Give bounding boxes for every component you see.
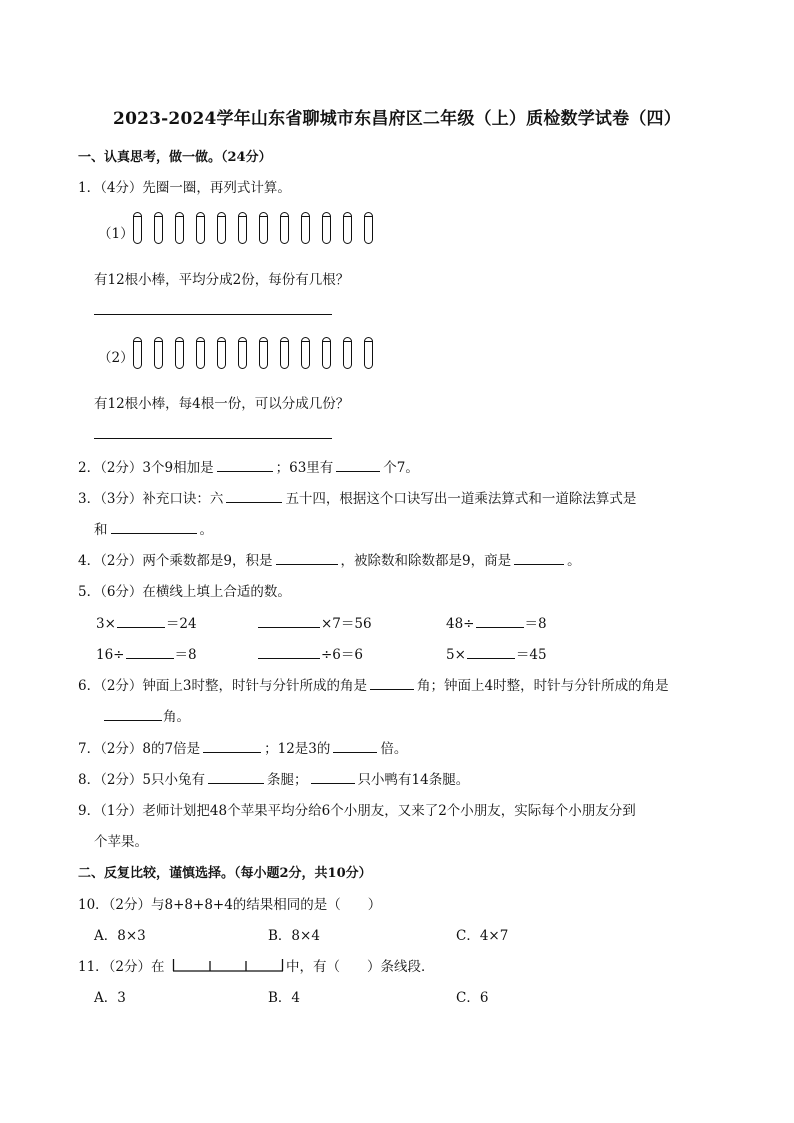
question-6-text-c: 角。 xyxy=(163,709,190,725)
stick-icon xyxy=(343,212,352,244)
stick-icon xyxy=(301,212,310,244)
q5-item-6-a: 5× xyxy=(446,647,466,663)
blank[interactable] xyxy=(203,738,261,753)
question-10-stem: 10．（2分）与8+8+8+4的结果相同的是（ ） xyxy=(78,897,382,913)
blank[interactable] xyxy=(258,644,320,659)
stick-icon xyxy=(154,212,163,244)
question-6-line-1 xyxy=(78,674,669,694)
question-10-option-a[interactable]: A．8×3 xyxy=(94,928,146,944)
q5-item-6-b: ＝45 xyxy=(515,647,547,663)
question-9-line-2: 个苹果。 xyxy=(94,834,148,850)
answer-line[interactable] xyxy=(94,438,332,439)
q5-item-6 xyxy=(446,643,547,663)
blank[interactable] xyxy=(336,457,380,472)
q5-item-5-b: ÷6＝6 xyxy=(321,647,363,663)
q5-item-1 xyxy=(96,612,197,632)
stick-icon xyxy=(238,212,247,244)
question-4-text-b: ，被除数和除数都是9，商是 xyxy=(340,553,512,569)
question-11-option-c[interactable]: C．6 xyxy=(456,990,489,1006)
blank[interactable] xyxy=(111,519,197,534)
q5-item-2-b: ×7＝56 xyxy=(321,616,372,632)
question-11-text-a: 11．（2分）在 xyxy=(78,959,165,975)
question-4-text-a: 4．（2分）两个乘数都是9，积是 xyxy=(78,553,273,569)
blank[interactable] xyxy=(208,769,264,784)
blank[interactable] xyxy=(311,769,355,784)
q5-item-1-b: ＝24 xyxy=(165,616,197,632)
blank[interactable] xyxy=(370,675,414,690)
question-1-part-1-text: 有12根小棒，平均分成2份，每份有几根？ xyxy=(94,272,350,288)
question-7 xyxy=(78,737,407,757)
stick-group-1 xyxy=(133,212,373,244)
q5-item-3-a: 48÷ xyxy=(446,616,475,632)
question-4 xyxy=(78,549,581,569)
question-2 xyxy=(78,456,419,476)
section-1-heading: 一、认真思考，做一做。（24分） xyxy=(78,150,272,165)
q5-item-3 xyxy=(446,612,547,632)
stick-icon xyxy=(322,337,331,369)
answer-line[interactable] xyxy=(94,314,332,315)
stick-icon xyxy=(280,212,289,244)
question-2-text-b: ；63里有 xyxy=(275,460,334,476)
question-3-text-a: 3．（3分）补充口诀：六 xyxy=(78,491,224,507)
question-3-text-d: 。 xyxy=(199,522,213,538)
q5-item-4 xyxy=(96,643,197,663)
question-1-part-2-label: （2） xyxy=(98,350,134,366)
question-6-text-a: 6．（2分）钟面上3时整，时针与分针所成的角是 xyxy=(78,678,368,694)
question-6-text-b: 角；钟面上4时整，时针与分针所成的角是 xyxy=(417,678,669,694)
stick-icon xyxy=(196,212,205,244)
question-11-text-b: 中，有（ ）条线段． xyxy=(286,959,435,975)
question-7-text-c: 倍。 xyxy=(380,741,408,757)
stick-icon xyxy=(133,337,142,369)
question-8 xyxy=(78,768,469,788)
stick-icon xyxy=(133,212,142,244)
blank[interactable] xyxy=(514,550,564,565)
question-6-line-2 xyxy=(104,705,190,725)
question-10-option-b[interactable]: B．8×4 xyxy=(268,928,320,944)
question-8-text-b: 条腿； xyxy=(267,772,308,788)
stick-icon xyxy=(217,212,226,244)
question-2-text-a: 2．（2分）3个9相加是 xyxy=(78,460,214,476)
question-4-text-c: 。 xyxy=(567,553,581,569)
question-3-text-b: 五十四，根据这个口诀写出一道乘法算式和一道除法算式是 xyxy=(285,491,637,507)
stick-icon xyxy=(364,212,373,244)
blank[interactable] xyxy=(476,613,524,628)
question-3-line-2 xyxy=(94,518,213,538)
blank[interactable] xyxy=(117,613,165,628)
blank[interactable] xyxy=(467,644,515,659)
question-8-text-a: 8．（2分）5只小兔有 xyxy=(78,772,206,788)
line-segment-figure xyxy=(172,956,284,974)
page-title: 2023-2024学年山东省聊城市东昌府区二年级（上）质检数学试卷（四） xyxy=(113,109,681,129)
stick-icon xyxy=(364,337,373,369)
stick-icon xyxy=(301,337,310,369)
question-1-part-1-label: （1） xyxy=(98,226,134,242)
blank[interactable] xyxy=(126,644,174,659)
question-7-text-b: ；12是3的 xyxy=(264,741,331,757)
blank[interactable] xyxy=(258,613,320,628)
section-2-heading: 二、反复比较，谨慎选择。（每小题2分，共10分） xyxy=(78,866,372,881)
q5-item-4-b: ＝8 xyxy=(174,647,197,663)
blank[interactable] xyxy=(276,550,338,565)
blank[interactable] xyxy=(104,706,162,721)
stick-icon xyxy=(343,337,352,369)
question-2-text-c: 个7。 xyxy=(383,460,419,476)
blank[interactable] xyxy=(217,457,273,472)
q5-item-5 xyxy=(258,643,363,663)
stick-icon xyxy=(238,337,247,369)
question-3-text-c: 和 xyxy=(94,522,108,538)
stick-icon xyxy=(280,337,289,369)
blank[interactable] xyxy=(333,738,377,753)
stick-icon xyxy=(196,337,205,369)
stick-icon xyxy=(259,337,268,369)
stick-group-2 xyxy=(133,337,373,369)
q5-item-4-a: 16÷ xyxy=(96,647,125,663)
blank[interactable] xyxy=(226,488,282,503)
question-5-stem: 5．（6分）在横线上填上合适的数。 xyxy=(78,584,291,600)
question-1-stem: 1．（4分）先圈一圈，再列式计算。 xyxy=(78,180,291,196)
stick-icon xyxy=(154,337,163,369)
question-7-text-a: 7．（2分）8的7倍是 xyxy=(78,741,201,757)
question-11-option-b[interactable]: B．4 xyxy=(268,990,301,1006)
q5-item-1-a: 3× xyxy=(96,616,116,632)
q5-item-2 xyxy=(258,612,372,632)
q5-item-3-b: ＝8 xyxy=(524,616,547,632)
question-8-text-c: 只小鸭有14条腿。 xyxy=(357,772,470,788)
stick-icon xyxy=(217,337,226,369)
question-1-part-2-text: 有12根小棒，每4根一份，可以分成几份？ xyxy=(94,396,350,412)
stick-icon xyxy=(259,212,268,244)
stick-icon xyxy=(322,212,331,244)
question-3-line-1 xyxy=(78,487,636,507)
stick-icon xyxy=(175,212,184,244)
question-9-line-1: 9．（1分）老师计划把48个苹果平均分给6个小朋友，又来了2个小朋友，实际每个小朋友分到 xyxy=(78,803,636,819)
question-10-option-c[interactable]: C．4×7 xyxy=(456,928,509,944)
stick-icon xyxy=(175,337,184,369)
question-11-option-a[interactable]: A．3 xyxy=(94,990,126,1006)
